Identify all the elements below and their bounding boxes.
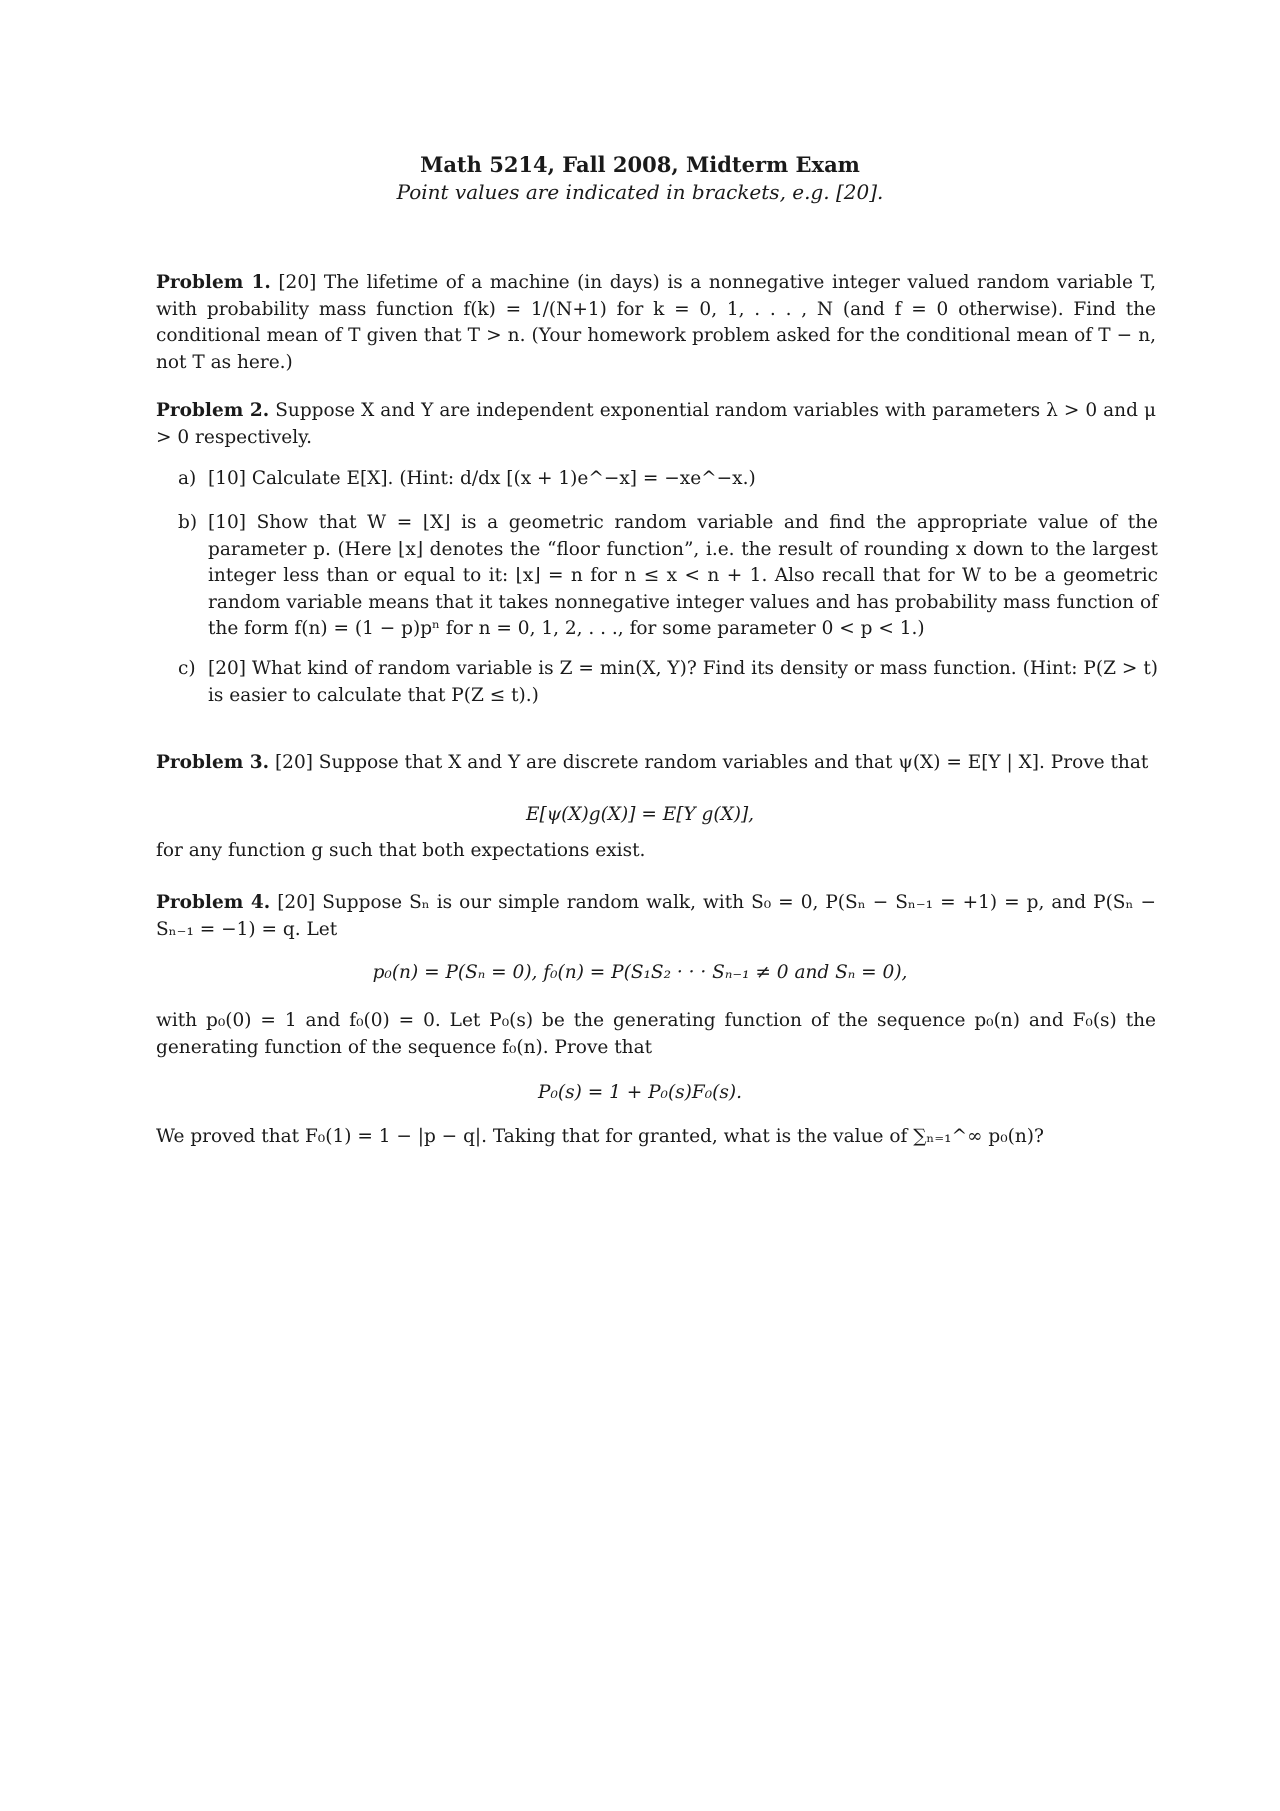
problem-1-text: [20] The lifetime of a machine (in days) is a nonnegative integer valued random variable T, with probability mass function f(k) = 1/(N+1) for k = 0, 1, . . . , N (and f = 0 otherwise). Find the conditional mean of T given that T > n. (Your homework problem asked for the conditional mean of T − n, not T as here.) xyxy=(156,272,1156,373)
problem-4 xyxy=(156,890,1156,943)
problem-4-heading: Problem 4. xyxy=(156,892,271,913)
problem-2-part-b xyxy=(178,510,1158,643)
problem-2-text: Suppose X and Y are independent exponential random variables with parameters λ > 0 and μ > 0 respectively. xyxy=(156,400,1156,448)
problem-2-part-a xyxy=(178,466,1158,493)
part-c-label: c) xyxy=(178,658,196,679)
problem-1-heading: Problem 1. xyxy=(156,272,271,293)
problem-4-equation-1: p₀(n) = P(Sₙ = 0), f₀(n) = P(S₁S₂ · · · Sₙ₋₁ ≠ 0 and Sₙ = 0), xyxy=(372,962,908,983)
problem-3 xyxy=(156,750,1156,777)
exam-title: Math 5214, Fall 2008, Midterm Exam xyxy=(420,152,860,177)
problem-3-heading: Problem 3. xyxy=(156,752,270,773)
part-b-label: b) xyxy=(178,512,198,533)
problem-4-text: [20] Suppose Sₙ is our simple random walk, with S₀ = 0, P(Sₙ − Sₙ₋₁ = +1) = p, and P(Sₙ − Sₙ₋₁ = −1) = q. Let xyxy=(156,892,1156,940)
problem-2 xyxy=(156,398,1156,451)
part-c-text: [20] What kind of random variable is Z = min(X, Y)? Find its density or mass function. (Hint: P(Z > t) is easier to calculate that P(Z ≤ t).) xyxy=(208,658,1158,706)
problem-4-equation-2: P₀(s) = 1 + P₀(s)F₀(s). xyxy=(538,1082,742,1103)
part-a-label: a) xyxy=(178,468,197,489)
problem-4-after: We proved that F₀(1) = 1 − |p − q|. Taking that for granted, what is the value of ∑ₙ₌₁^∞ p₀(n)? xyxy=(156,1126,1044,1147)
problem-2-heading: Problem 2. xyxy=(156,400,270,421)
problem-2-part-c xyxy=(178,656,1158,709)
part-b-text: [10] Show that W = ⌊X⌋ is a geometric random variable and find the appropriate value of the parameter p. (Here ⌊x⌋ denotes the “floor function”, i.e. the result of rounding x down to the largest integer less than or equal to it: ⌊x⌋ = n for n ≤ x < n + 1. Also recall that for W to be a geometric random variable means that it takes nonnegative integer values and has probability mass function of the form f(n) = (1 − p)pⁿ for n = 0, 1, 2, . . ., for some parameter 0 < p < 1.) xyxy=(208,512,1158,639)
exam-subtitle: Point values are indicated in brackets, e.g. [20]. xyxy=(396,180,884,204)
problem-1 xyxy=(156,270,1156,376)
problem-3-text: [20] Suppose that X and Y are discrete random variables and that ψ(X) = E[Y | X]. Prove that xyxy=(274,752,1149,773)
part-a-text: [10] Calculate E[X]. (Hint: d/dx [(x + 1)e^−x] = −xe^−x.) xyxy=(208,468,756,489)
problem-4-middle: with p₀(0) = 1 and f₀(0) = 0. Let P₀(s) be the generating function of the sequence p₀(n) and F₀(s) the generating function of the sequence f₀(n). Prove that xyxy=(156,1010,1156,1058)
problem-3-after: for any function g such that both expectations exist. xyxy=(156,840,646,861)
problem-3-equation: E[ψ(X)g(X)] = E[Y g(X)], xyxy=(525,804,755,825)
